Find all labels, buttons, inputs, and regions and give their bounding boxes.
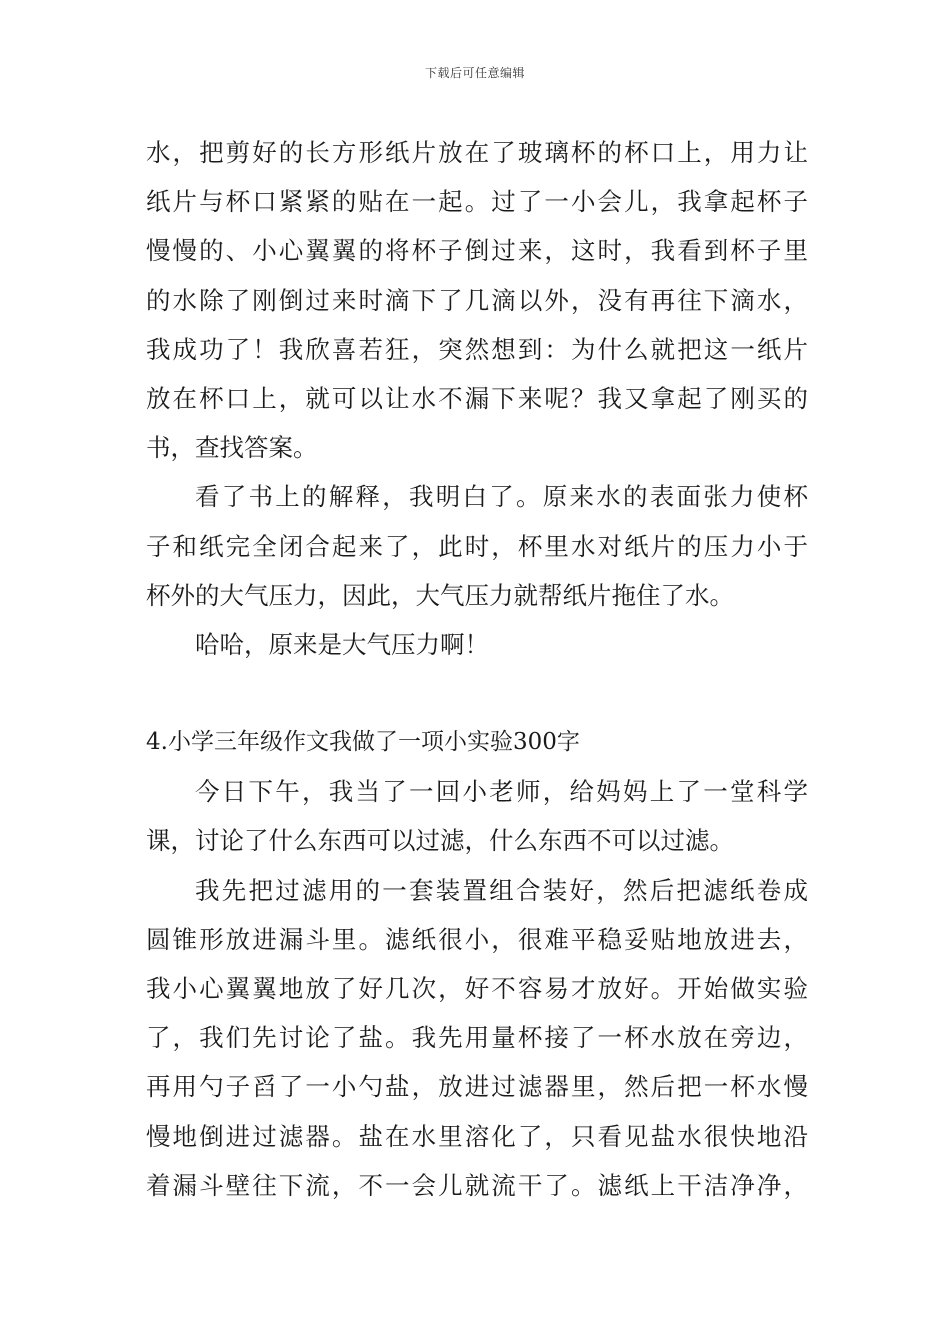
text-line: 课，讨论了什么东西可以过滤，什么东西不可以过滤。 (146, 826, 734, 856)
text-line: 再用勺子舀了一小勺盐，放进过滤器里，然后把一杯水慢 (146, 1072, 808, 1102)
paragraph (146, 472, 808, 620)
text-line: 纸片与杯口紧紧的贴在一起。过了一小会儿，我拿起杯子 (146, 187, 808, 217)
text-line: 慢慢的、小心翼翼的将杯子倒过来，这时，我看到杯子里 (146, 236, 808, 266)
text-line: 我先把过滤用的一套装置组合装好，然后把滤纸卷成 (195, 875, 808, 905)
text-line: 我小心翼翼地放了好几次，好不容易才放好。开始做实验 (146, 974, 808, 1003)
text-line: 圆锥形放进漏斗里。滤纸很小，很难平稳妥贴地放进去， (146, 924, 808, 954)
text-line: 着漏斗壁往下流，不一会儿就流干了。滤纸上干洁净净， (146, 1170, 808, 1200)
paragraph (146, 128, 808, 472)
paragraph (146, 866, 808, 1210)
text-line: 看了书上的解释，我明白了。原来水的表面张力使杯 (195, 482, 808, 512)
text-line: 子和纸完全闭合起来了，此时，杯里水对纸片的压力小于 (146, 531, 808, 561)
text-line: 的水除了刚倒过来时滴下了几滴以外，没有再往下滴水， (146, 285, 808, 315)
text-line: 慢地倒进过滤器。盐在水里溶化了，只看见盐水很快地沿 (146, 1121, 808, 1151)
text-line: 我成功了！我欣喜若狂，突然想到：为什么就把这一纸片 (146, 334, 808, 364)
paragraph (146, 620, 808, 669)
document-body (146, 128, 808, 1210)
text-line: 书，查找答案。 (146, 433, 318, 463)
text-line: 放在杯口上，就可以让水不漏下来呢？我又拿起了刚买的 (146, 383, 808, 413)
heading-text: 4.小学三年级作文我做了一项小实验300字 (146, 729, 580, 756)
text-line: 了，我们先讨论了盐。我先用量杯接了一杯水放在旁边， (146, 1023, 808, 1053)
text-line: 今日下午，我当了一回小老师，给妈妈上了一堂科学 (195, 777, 808, 807)
page-header: 下载后可任意编辑 (424, 66, 525, 80)
section-heading (146, 718, 808, 767)
paragraph (146, 767, 808, 865)
section-gap (146, 669, 808, 718)
text-line: 杯外的大气压力，因此，大气压力就帮纸片拖住了水。 (146, 580, 734, 610)
text-line: 哈哈，原来是大气压力啊！ (195, 629, 489, 659)
text-line: 水，把剪好的长方形纸片放在了玻璃杯的杯口上，用力让 (146, 138, 808, 167)
